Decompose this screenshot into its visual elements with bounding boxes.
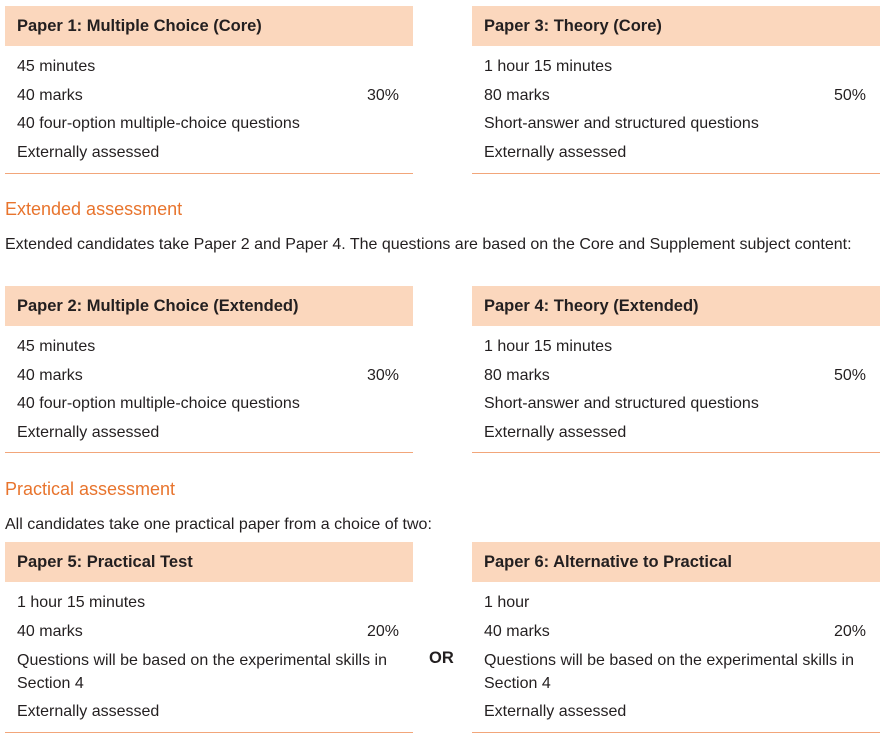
paper-3-details [472,46,880,174]
paper-5-title: Paper 5: Practical Test [5,542,413,582]
paper-1-title: Paper 1: Multiple Choice (Core) [5,6,413,46]
paper-4-card [472,286,880,453]
paper-1-card [5,6,413,174]
paper-5-details [5,582,413,733]
extended-assessment-heading: Extended assessment [5,199,183,219]
or-label: OR [429,649,454,667]
paper-6-duration: 1 hour [484,594,530,611]
paper-6-format: Questions will be based on the experimental skills in Section 4 [484,652,854,692]
paper-1-marks: 40 marks [17,86,83,104]
paper-1-duration: 45 minutes [17,58,96,75]
paper-6-card [472,542,880,733]
paper-2-card [5,286,413,453]
paper-5-card [5,542,413,733]
paper-6-assessment: Externally assessed [484,703,627,720]
paper-1-marks-row [17,82,401,111]
paper-4-format: Short-answer and structured questions [484,395,759,412]
paper-4-weight: 50% [833,366,866,384]
paper-4-duration: 1 hour 15 minutes [484,338,613,355]
paper-3-assessment: Externally assessed [484,143,627,161]
paper-2-weight: 30% [366,366,399,384]
paper-6-marks: 40 marks [484,622,550,640]
paper-1-details [5,46,413,174]
paper-5-duration: 1 hour 15 minutes [17,594,146,611]
paper-3-duration: 1 hour 15 minutes [484,58,613,75]
paper-5-marks-row [17,618,401,647]
paper-2-format: 40 four-option multiple-choice questions [17,395,300,412]
paper-4-marks-row [484,362,868,391]
paper-6-details [472,582,880,733]
paper-2-duration: 45 minutes [17,338,96,355]
paper-6-title: Paper 6: Alternative to Practical [472,542,880,582]
paper-4-title: Paper 4: Theory (Extended) [472,286,880,326]
practical-assessment-heading: Practical assessment [5,479,176,499]
paper-2-marks: 40 marks [17,366,83,384]
extended-assessment-intro: Extended candidates take Paper 2 and Paper 4. The questions are based on the Core and Supplement subject content: [5,236,852,253]
paper-4-marks: 80 marks [484,366,550,384]
paper-1-format: 40 four-option multiple-choice questions [17,115,300,132]
paper-3-marks: 80 marks [484,86,550,104]
paper-1-assessment: Externally assessed [17,143,160,161]
paper-2-details [5,326,413,453]
paper-3-marks-row [484,82,868,111]
paper-6-marks-row [484,618,868,647]
paper-5-assessment: Externally assessed [17,703,160,720]
paper-5-weight: 20% [366,622,399,640]
paper-3-weight: 50% [833,86,866,104]
paper-2-assessment: Externally assessed [17,423,160,441]
practical-assessment-intro: All candidates take one practical paper from a choice of two: [5,516,432,533]
paper-4-assessment: Externally assessed [484,423,627,441]
paper-2-marks-row [17,362,401,391]
paper-3-card [472,6,880,174]
paper-2-title: Paper 2: Multiple Choice (Extended) [5,286,413,326]
paper-6-weight: 20% [833,622,866,640]
paper-3-title: Paper 3: Theory (Core) [472,6,880,46]
paper-5-format: Questions will be based on the experimental skills in Section 4 [17,652,387,692]
paper-1-weight: 30% [366,86,399,104]
paper-3-format: Short-answer and structured questions [484,115,759,132]
paper-5-marks: 40 marks [17,622,83,640]
paper-4-details [472,326,880,453]
